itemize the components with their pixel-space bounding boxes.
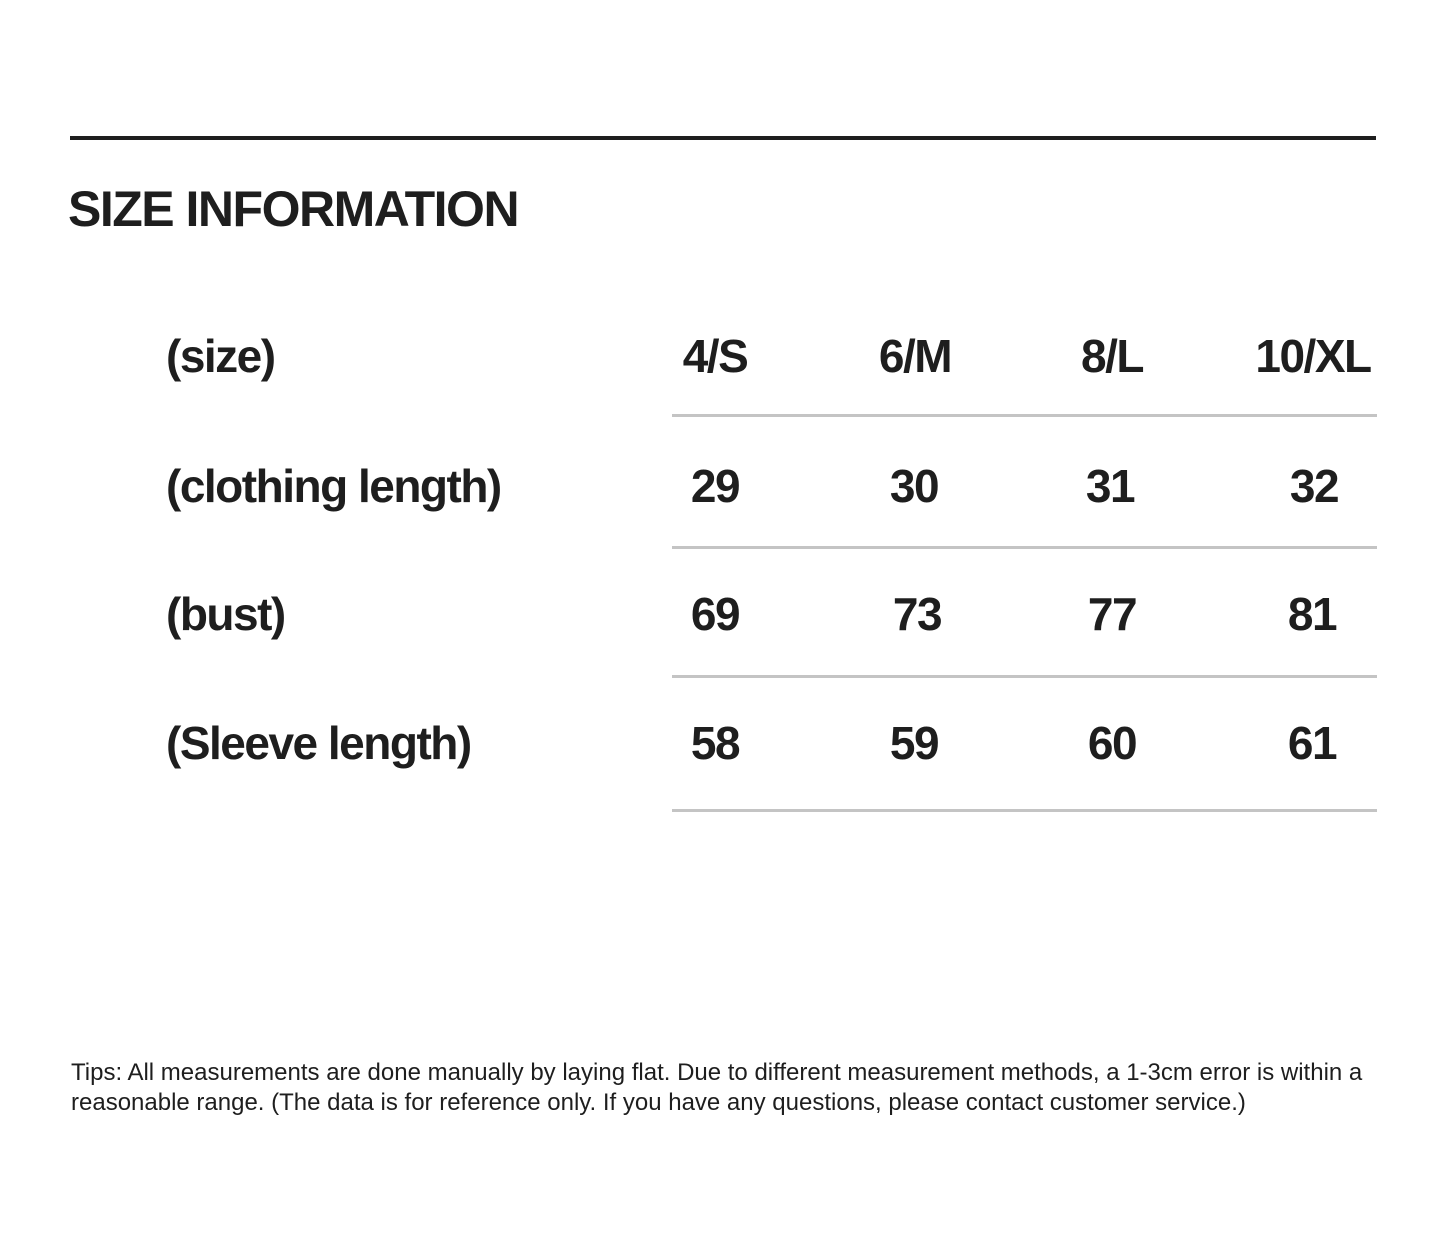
table-cell: 59 <box>889 717 939 769</box>
row-divider <box>672 546 1377 549</box>
size-header-l: 8/L <box>1081 330 1143 382</box>
table-cell: 58 <box>690 717 740 769</box>
row-divider <box>672 809 1377 812</box>
row-divider <box>672 675 1377 678</box>
table-cell: 61 <box>1287 717 1337 769</box>
top-divider <box>70 136 1376 140</box>
table-cell: 32 <box>1289 460 1339 512</box>
table-cell: 69 <box>690 588 740 640</box>
table-cell: 60 <box>1087 717 1137 769</box>
size-header-m: 6/M <box>878 330 952 382</box>
page-title: SIZE INFORMATION <box>68 181 519 237</box>
table-cell: 73 <box>892 588 942 640</box>
tips-note: Tips: All measurements are done manually by laying flat. Due to different measurement methods, a 1-3cm error is within a reasonable range. (The data is for reference only. If you have any questions, please contact customer service.) <box>71 1059 1363 1116</box>
table-cell: 81 <box>1287 588 1337 640</box>
table-cell: 31 <box>1085 460 1135 512</box>
table-cell: 77 <box>1087 588 1137 640</box>
header-label: (size) <box>166 330 275 382</box>
row-label-bust: (bust) <box>166 588 285 640</box>
row-label-clothing-length: (clothing length) <box>166 460 501 512</box>
row-label-sleeve-length: (Sleeve length) <box>166 717 471 769</box>
table-cell: 30 <box>889 460 939 512</box>
size-header-s: 4/S <box>682 330 748 382</box>
size-header-xl: 10/XL <box>1255 330 1371 382</box>
row-divider <box>672 414 1377 417</box>
table-cell: 29 <box>690 460 740 512</box>
